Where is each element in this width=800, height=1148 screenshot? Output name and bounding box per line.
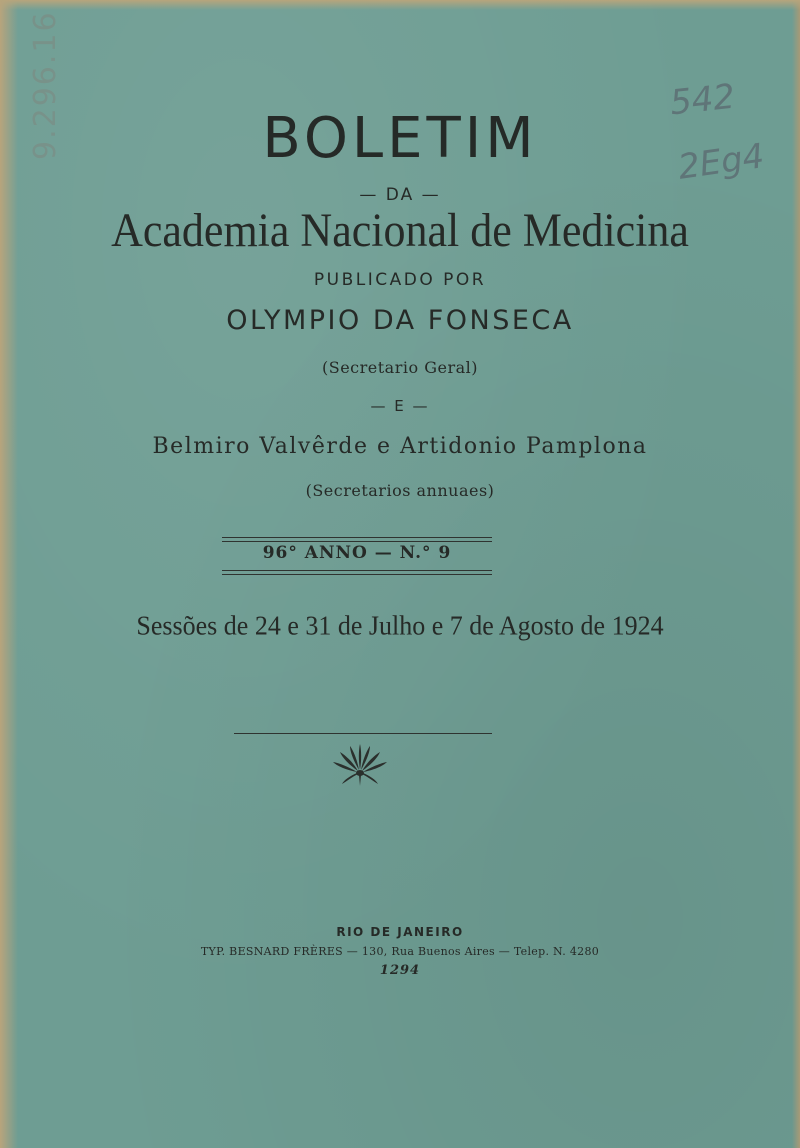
published-by-label: PUBLICADO POR <box>313 270 487 290</box>
ornament-rule <box>234 733 492 734</box>
cover-title: BOLETIM <box>262 106 538 171</box>
volume-rule-top-2 <box>222 541 492 542</box>
paper-edge-top <box>0 0 800 10</box>
imprint-year: 1294 <box>379 963 421 978</box>
coeditors-names: Belmiro Valvêrde e Artidonio Pamplona <box>152 434 648 459</box>
imprint-printer: TYP. BESNARD FRÈRES — 130, Rua Buenos Aires — Telep. N. 4280 <box>200 945 600 958</box>
volume-box <box>222 537 492 575</box>
volume-rule-top-1 <box>222 537 492 538</box>
fan-ornament-icon <box>328 740 392 788</box>
volume-number: 96° ANNO — N.° 9 <box>262 543 452 563</box>
academy-name: Academia Nacional de Medicina <box>111 204 689 257</box>
editor-name: OLYMPIO DA FONSECA <box>226 305 574 336</box>
handwritten-shelf-code: 2Eg4 <box>675 136 767 188</box>
handwritten-margin-note: 9.296.16 <box>28 10 63 160</box>
coeditors-role: (Secretarios annuaes) <box>305 481 495 500</box>
and-separator: — E — <box>370 397 430 415</box>
sessions-dates: Sessões de 24 e 31 de Julho e 7 de Agosto de 1924 <box>136 610 664 641</box>
volume-rule-bottom-2 <box>222 574 492 575</box>
volume-rule-bottom-1 <box>222 570 492 571</box>
imprint-city: RIO DE JANEIRO <box>336 925 464 939</box>
handwritten-shelf-number: 542 <box>668 76 737 124</box>
da-separator: — DA — <box>359 185 441 205</box>
editor-role: (Secretario Geral) <box>322 358 478 377</box>
